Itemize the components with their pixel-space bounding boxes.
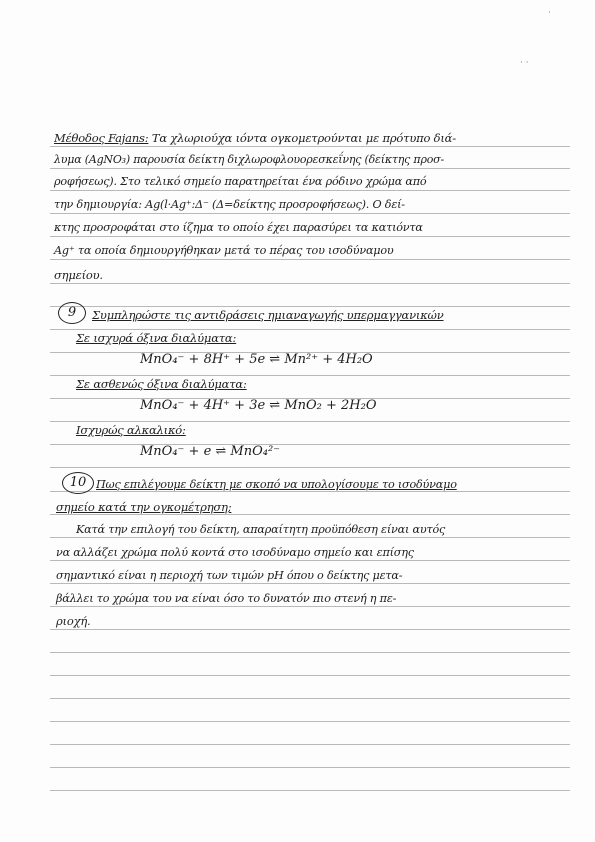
ruled-line: [50, 721, 570, 722]
question-9-title: Συμπληρώστε τις αντιδράσεις ημιαναγωγής υπερμαγγανικών: [92, 308, 444, 322]
answer-line: σημαντικό είναι η περιοχή των τιμών pH όπου ο δείκτης μετα-: [56, 569, 403, 582]
ruled-line: [50, 514, 570, 515]
ruled-line: [50, 168, 570, 169]
ruled-line: [50, 744, 570, 745]
ruled-line: [50, 190, 570, 191]
ruled-line: [50, 213, 570, 214]
ruled-line: [50, 236, 570, 237]
answer-line: ριοχή.: [56, 614, 91, 628]
weak-acid-equation: MnO₄⁻ + 4H⁺ + 3e ⇌ MnO₂ + 2H₂O: [140, 398, 377, 413]
fajans-line: Ag⁺ τα οποία δημιουργήθηκαν μετά το πέρας του ισοδύναμου: [54, 244, 394, 257]
ruled-line: [50, 560, 570, 561]
ruled-line: [50, 698, 570, 699]
answer-line: Κατά την επιλογή του δείκτη, απαραίτητη προϋπόθεση είναι αυτός: [76, 523, 446, 536]
ruled-line: [50, 467, 570, 468]
strong-acid-equation: MnO₄⁻ + 8H⁺ + 5e ⇌ Mn²⁺ + 4H₂O: [140, 352, 373, 367]
ruled-line: [50, 652, 570, 653]
ruled-line: [50, 606, 570, 607]
ruled-line: [50, 146, 570, 147]
fajans-line: σημείου.: [54, 268, 103, 282]
page-mark: · ·: [520, 58, 529, 68]
fajans-line: κτης προσροφάται στο ίζημα το οποίο έχει παρασύρει τα κατιόντα: [54, 221, 423, 234]
ruled-line: [50, 329, 570, 330]
fajans-line: την δημιουργία: Ag(l·Ag⁺:Δ⁻ (Δ=δείκτης προσροφήσεως). Ο δεί-: [54, 198, 405, 211]
question-number-10: 10: [62, 472, 94, 494]
ruled-line: [50, 259, 570, 260]
ruled-line: [50, 629, 570, 630]
ruled-line: [50, 306, 570, 307]
ruled-line: [50, 537, 570, 538]
ruled-line: [50, 583, 570, 584]
fajans-line: λυμα (AgNO₃) παρουσία δείκτη διχλωροφλουορεσκεΐνης (δείκτης προσ-: [54, 153, 444, 166]
answer-line: να αλλάζει χρώμα πολύ κοντά στο ισοδύναμο σημείο και επίσης: [56, 546, 414, 559]
fajans-line: ροφήσεως). Στο τελικό σημείο παρατηρείται ένα ρόδινο χρώμα από: [54, 175, 427, 188]
ruled-line: [50, 767, 570, 768]
ruled-line: [50, 444, 570, 445]
strong-acid-label: Σε ισχυρά όξινα διαλύματα:: [76, 331, 237, 345]
ruled-line: [50, 283, 570, 284]
fajans-heading: Μέθοδος Fajans:: [54, 131, 149, 145]
ruled-line: [50, 675, 570, 676]
answer-line: βάλλει το χρώμα του να είναι όσο το δυνατόν πιο στενή η πε-: [56, 592, 397, 605]
page-mark: ·: [548, 8, 551, 18]
question-10-title: Πως επιλέγουμε δείκτη με σκοπό να υπολογίσουμε το ισοδύναμο: [96, 478, 457, 491]
alkaline-label: Ισχυρώς αλκαλικό:: [76, 423, 186, 437]
alkaline-equation: MnO₄⁻ + e ⇌ MnO₄²⁻: [140, 444, 281, 459]
question-number-9: 9: [58, 302, 86, 324]
ruled-line: [50, 375, 570, 376]
question-10-title-cont: σημείο κατά την ογκομέτρηση;: [56, 500, 232, 514]
fajans-line: Τα χλωριούχα ιόντα ογκομετρούνται με πρότυπο διά-: [151, 131, 456, 145]
ruled-line: [50, 421, 570, 422]
weak-acid-label: Σε ασθενώς όξινα διαλύματα:: [76, 377, 247, 391]
ruled-line: [50, 790, 570, 791]
